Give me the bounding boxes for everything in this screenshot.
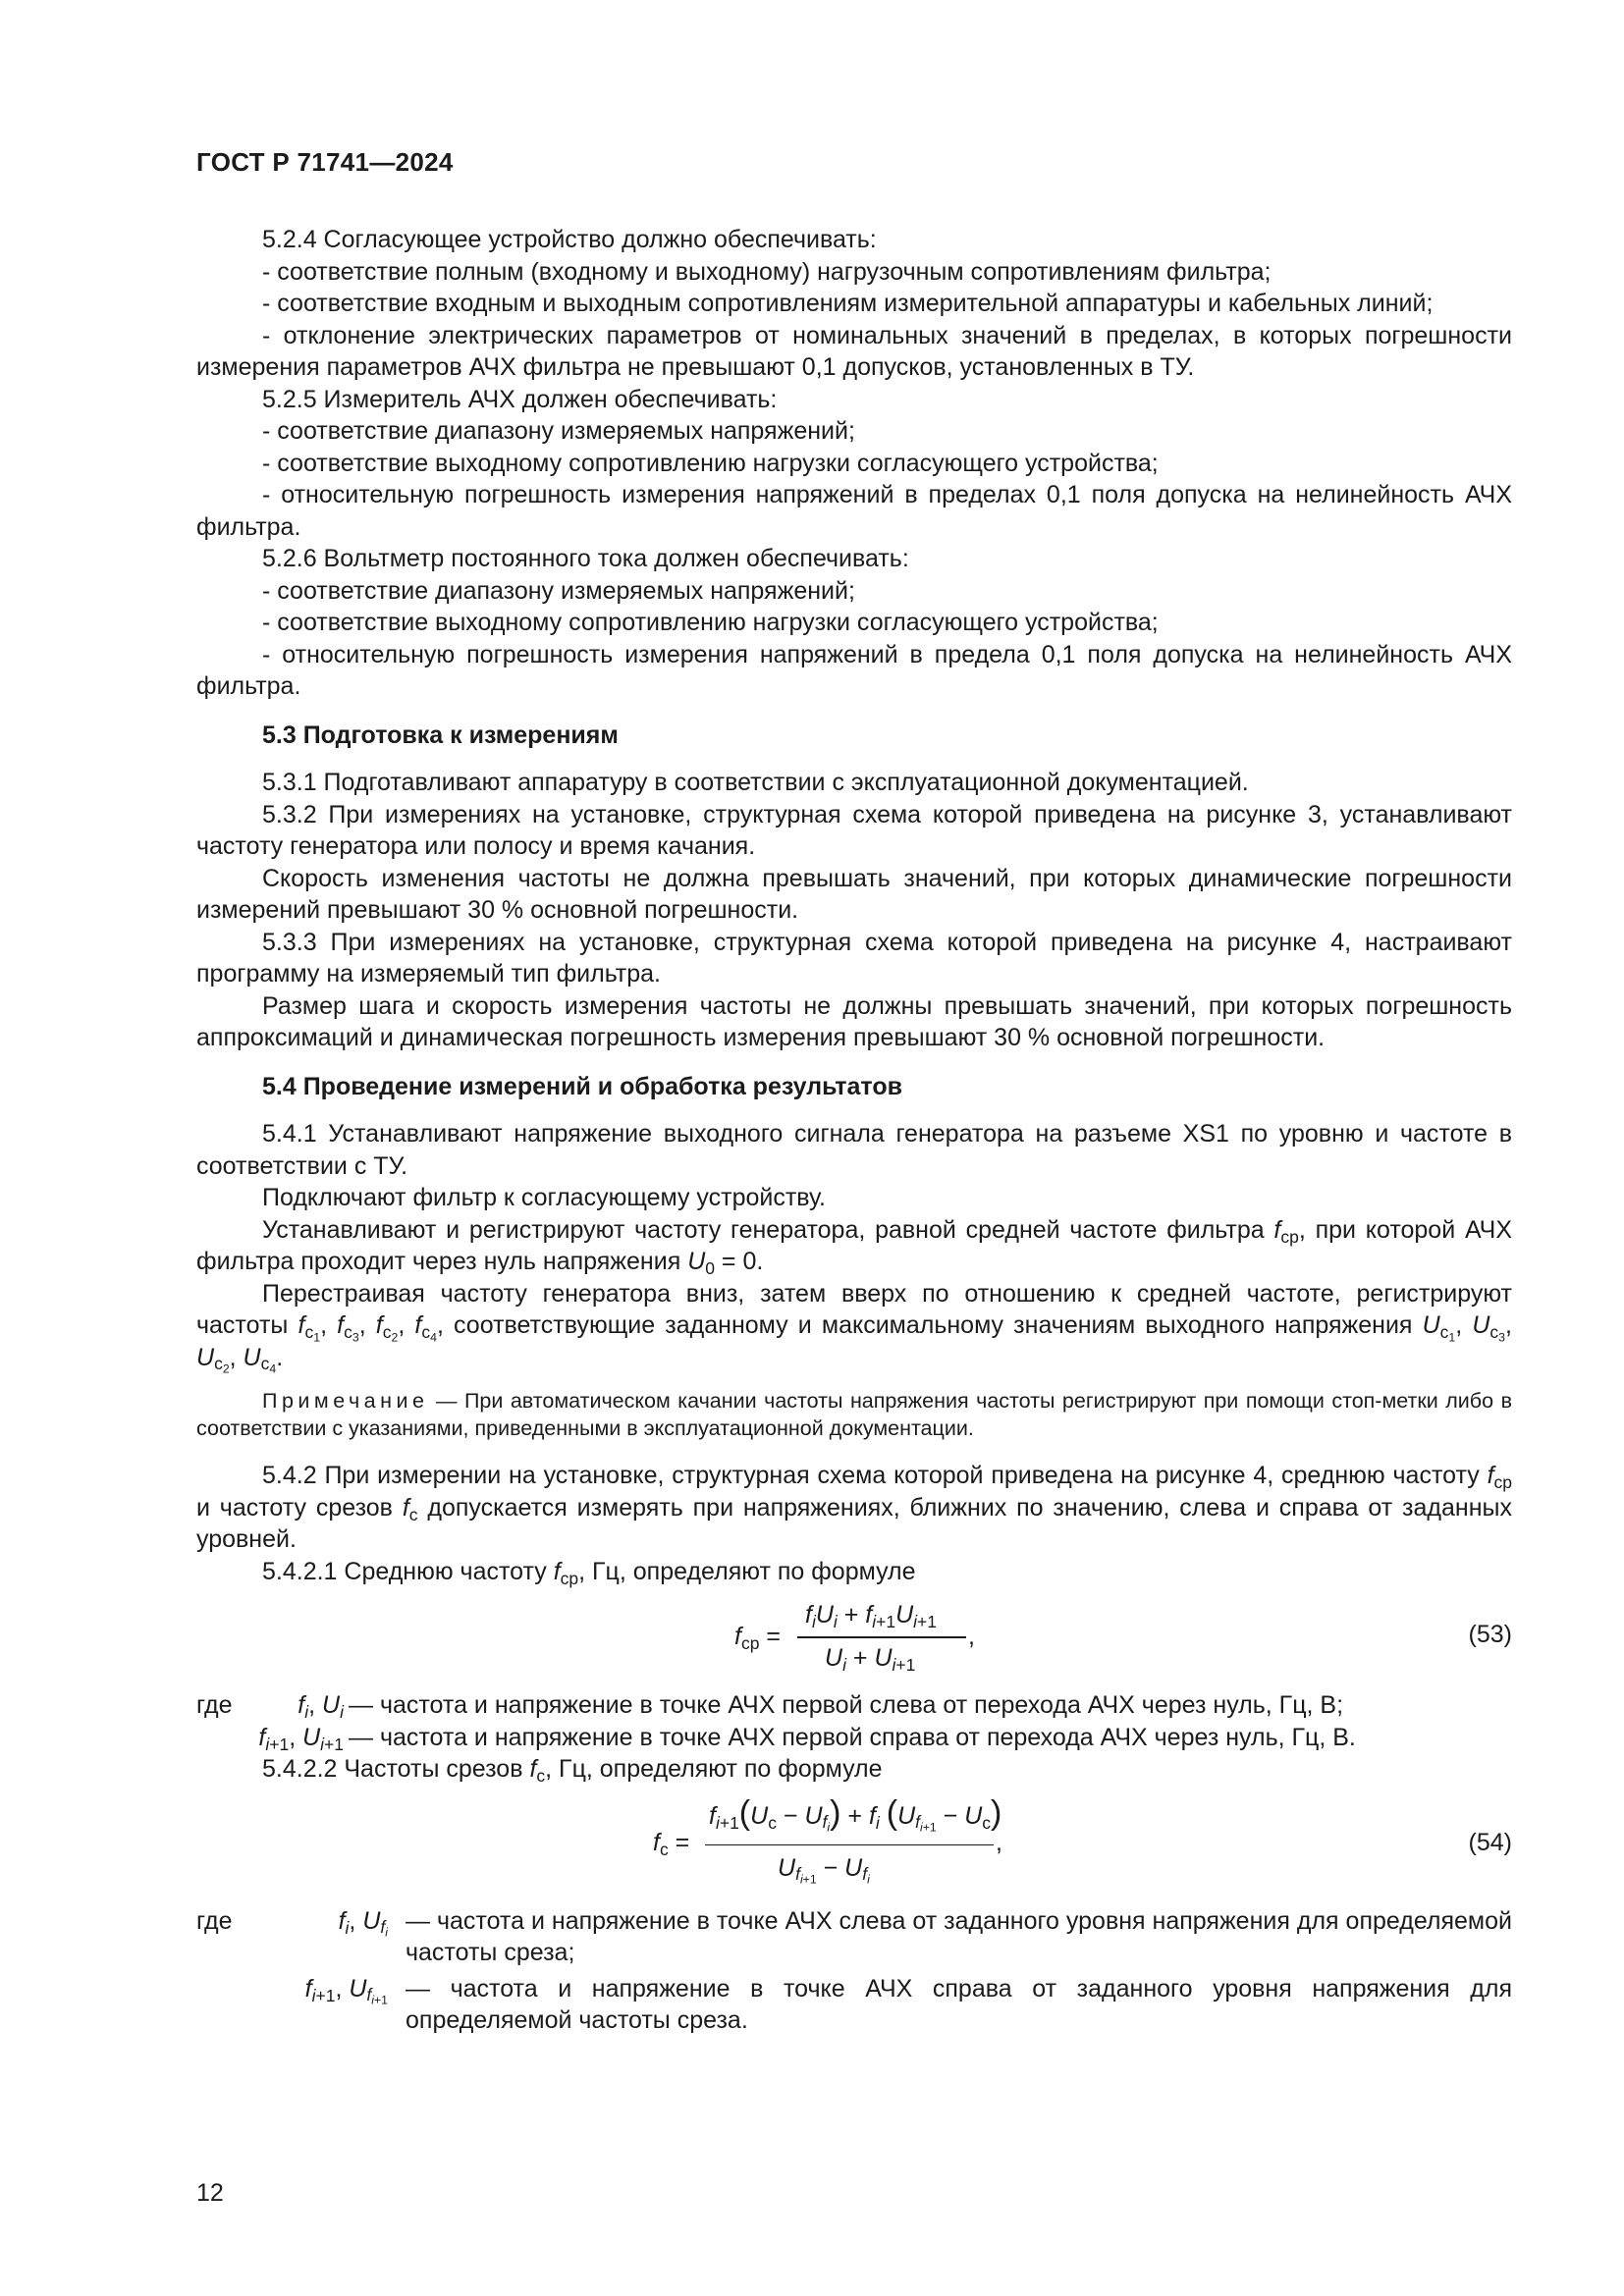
paragraph: Размер шага и скорость измерения частоты не должны превышать значений, при которых погрешность аппроксимаций и динамическая погрешность измерения превышают 30 % основной погрешности. (196, 991, 1512, 1051)
list-item: - соответствие выходному сопротивлению нагрузки согласующего устройства; (262, 609, 1159, 636)
formula-54-number: (54) (1468, 1828, 1512, 1856)
paragraph: Перестраивая частоту генератора вниз, затем вверх по отношению к средней частоте, регистрируют частоты $f_{c_1}$, $f_{c_3}$, $f_{c_2}$, $f_{c_4}$, соответствующие заданному и максимальному значениям выходного напряжения $U_{c_1}$, $U_{c_3}$, $U_{c_2}$, $U_{c_4}$. (196, 1279, 1512, 1376)
paragraph: Устанавливают и регистрируют частоту генератора, равной средней частоте фильтра $f_{ср}$, при которой АЧХ фильтра проходит через нуль напряжения $U_0 = 0$. (196, 1215, 1513, 1278)
paragraph: 5.4.2.1 Среднюю частоту $f_{ср}$, Гц, определяют по формуле (262, 1557, 916, 1588)
formula-54: $f_c$ = $f_{i+1}(U_c - U_{f_i}) + f_i$ $(U_{f_{i+1}} - U_c)$ $U_{f_{i+1}} - U_{f_i}$ , (54) (653, 1793, 1512, 1887)
paragraph: 5.4.2 При измерении на установке, структурная схема которой приведена на рисунке 4, среднюю частоту $f_{ср}$ и частоту срезов $f_с$ допускается измерять при напряжениях, ближних по значению, слева и справа от заданных уровней. (196, 1462, 1512, 1553)
formula-53-number: (53) (1468, 1621, 1512, 1648)
paragraph: 5.4.2.2 Частоты срезов $f_с$, Гц, определяют по формуле (262, 1755, 883, 1786)
document-header: ГОСТ Р 71741—2024 (196, 147, 454, 177)
section-5-2-5-intro: 5.2.5 Измеритель АЧХ должен обеспечивать: (262, 385, 778, 413)
list-item: - соответствие диапазону измеряемых напряжений; (262, 417, 855, 445)
list-item: - относительную погрешность измерения напряжений в пределах 0,1 поля допуска на нелинейность АЧХ фильтра. (196, 481, 1512, 541)
list-item: - соответствие выходному сопротивлению нагрузки согласующего устройства; (262, 449, 1159, 477)
section-5-3-heading: 5.3 Подготовка к измерениям (262, 721, 619, 749)
list-item: - относительную погрешность измерения напряжений в предела 0,1 поля допуска на нелинейность АЧХ фильтра. (196, 640, 1512, 700)
paragraph: Скорость изменения частоты не должна превышать значений, при которых динамические погрешности измерений превышают 30 % основной погрешности. (196, 864, 1512, 924)
where-row: где $f_i$, $U_i$ — частота и напряжение в точке АЧХ первой слева от перехода АЧХ через нуль, Гц, В; (196, 1691, 1344, 1722)
note-label: Примечание (262, 1389, 429, 1413)
where-row: где $f_i$, $U_{f_i}$ — частота и напряжение в точке АЧХ слева от заданного уровня напряжения для определяемой частоты среза; (196, 1906, 1512, 1966)
section-5-2-6-intro: 5.2.6 Вольтметр постоянного тока должен обеспечивать: (262, 545, 909, 572)
paragraph: 5.3.2 При измерениях на установке, структурная схема которой приведена на рисунке 3, устанавливают частоту генератора или полосу и время качания. (196, 800, 1512, 860)
note: Примечание — При автоматическом качании частоты напряжения частоты регистрируют при помощи стоп-метки либо в соответствии с указаниями, приведенными в эксплуатационной документации. (196, 1389, 1512, 1440)
section-5-4-heading: 5.4 Проведение измерений и обработка результатов (262, 1072, 902, 1100)
section-5-2-4-intro: 5.2.4 Согласующее устройство должно обеспечивать: (262, 226, 877, 253)
where-row: $f_{i+1}$, $U_{i+1}$ — частота и напряжение в точке АЧХ первой справа от перехода АЧХ через нуль, Гц, В. (258, 1723, 1356, 1754)
where-row: $f_{i+1}$, $U_{f_{i+1}}$ — частота и напряжение в точке АЧХ справа от заданного уровня напряжения для определяемой частоты среза. (304, 1974, 1512, 2034)
paragraph: 5.3.1 Подготавливают аппаратуру в соответствии с эксплуатационной документацией. (262, 769, 1249, 796)
list-item: - соответствие полным (входному и выходному) нагрузочным сопротивлениям фильтра; (262, 257, 1272, 286)
paragraph: 5.4.1 Устанавливают напряжение выходного сигнала генератора на разъеме XS1 по уровню и частоте в соответствии с ТУ. (196, 1120, 1512, 1180)
list-item: - соответствие входным и выходным сопротивлениям измерительной аппаратуры и кабельных линий; (262, 290, 1434, 317)
paragraph: Подключают фильтр к согласующему устройству. (262, 1184, 826, 1211)
page-number: 12 (196, 2179, 224, 2207)
document-body (196, 224, 1512, 2041)
list-item: - отклонение электрических параметров от номинальных значений в пределах, в которых погрешности измерения параметров АЧХ фильтра не превышают 0,1 допусков, установленных в ТУ. (196, 321, 1512, 381)
list-item: - соответствие диапазону измеряемых напряжений; (262, 576, 855, 605)
formula-53: $f_{ср}$ = $f_iU_i + f_{i+1}U_{i+1}$ $U_i + U_{i+1}$ , (53) (734, 1601, 1512, 1675)
paragraph: 5.3.3 При измерениях на установке, структурная схема которой приведена на рисунке 4, настраивают программу на измеряемый тип фильтра. (196, 928, 1512, 988)
